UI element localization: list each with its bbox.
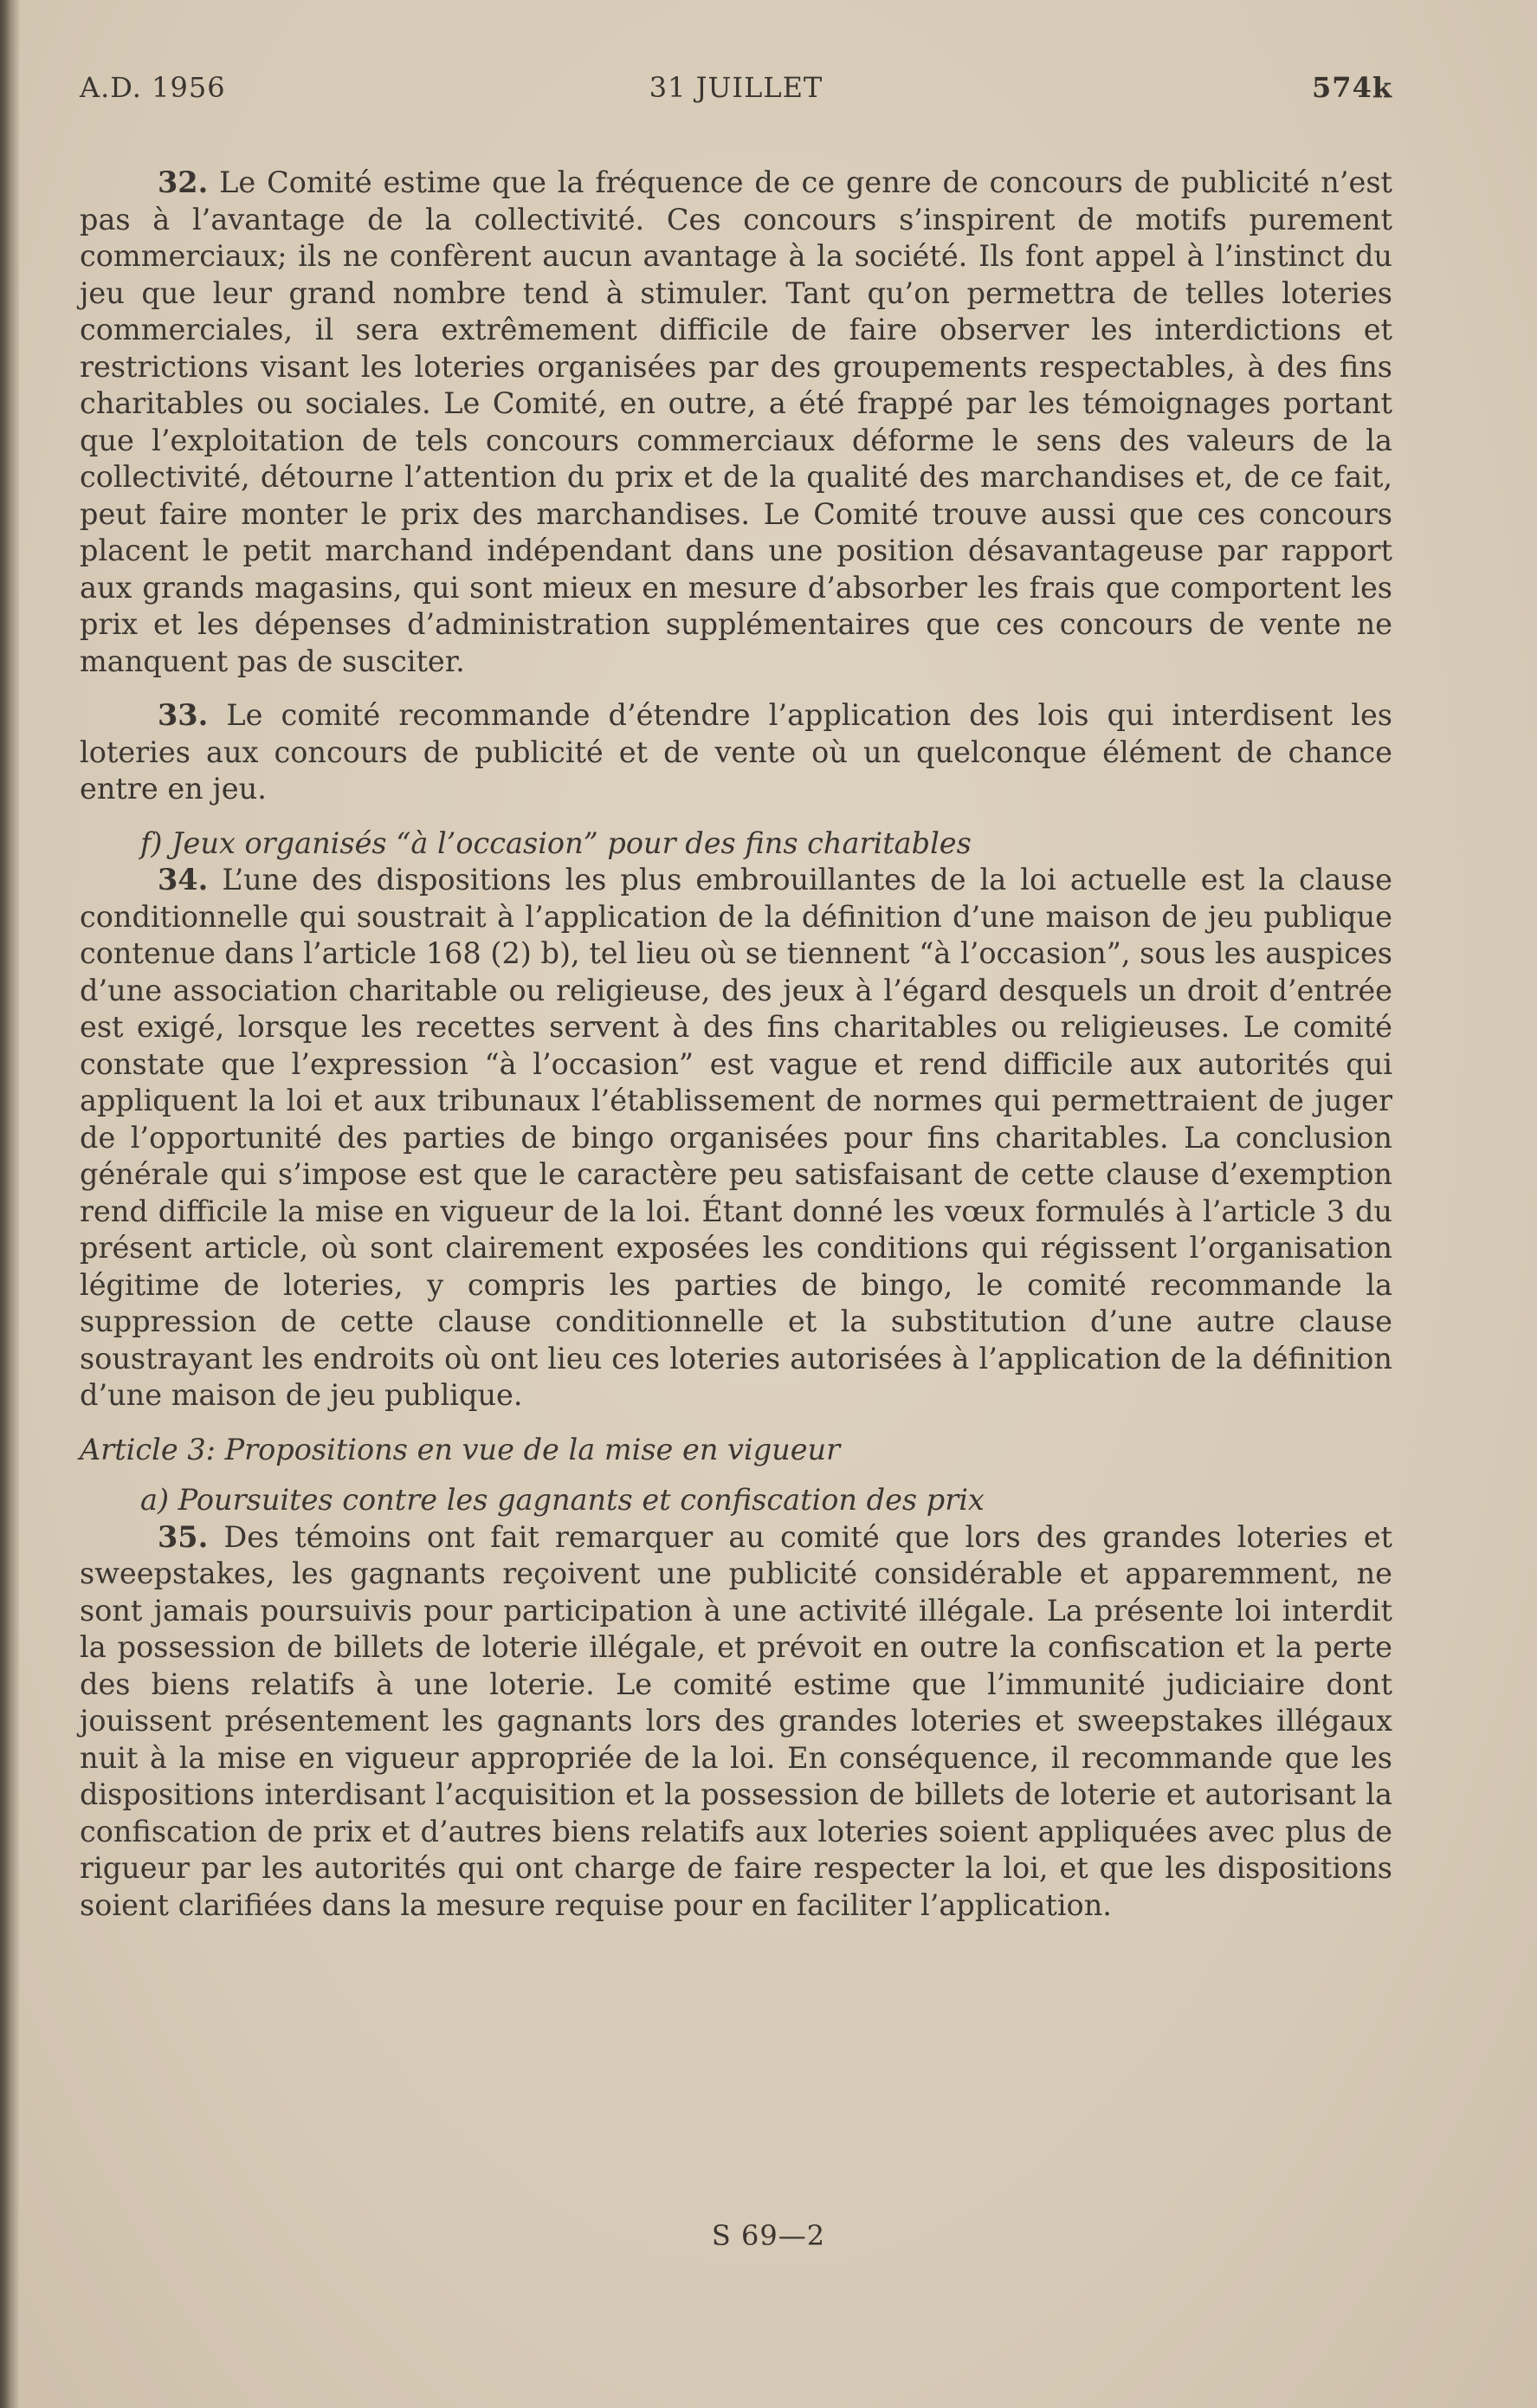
paragraph-number: 34.: [158, 863, 209, 897]
header-date: 31 JUILLET: [649, 71, 823, 104]
subheading-a: a) Poursuites contre les gagnants et confiscation des prix: [140, 1483, 985, 1517]
page-binding-edge: [0, 0, 19, 2408]
paragraph-number: 33.: [158, 698, 209, 732]
document-body: [80, 165, 1392, 1924]
page-header: [80, 71, 1392, 114]
page-footer-signature: S 69—2: [711, 2219, 826, 2252]
header-year: A.D. 1956: [80, 71, 226, 104]
paragraph-number: 32.: [158, 165, 209, 199]
paragraph-number: 35.: [158, 1519, 209, 1554]
header-page-number: 574k: [1312, 71, 1392, 104]
paragraph-32: [80, 165, 1392, 680]
paragraph-34: [80, 862, 1392, 1414]
paragraph-text: L’une des dispositions les plus embrouillantes de la loi actuelle est la clause conditionnelle qui soustrait à l’application de la définition d’une maison de jeu publique contenue dans l’article 168 (2) b), tel lieu où se tiennent “à l’occasion”, sous les auspices d’une association charitable ou religieuse, des jeux à l’égard desquels un droit d’entrée est exigé, lorsque les recettes servent à des fins charitables ou religieuses. Le comité constate que l’expression “à l’occasion” est vague et rend difficile aux autorités qui appliquent la loi et aux tribunaux l’établissement de normes qui permettraient de juger de l’opportunité des parties de bingo organisées pour fins charitables. La conclusion générale qui s’impose est que le caractère peu satisfaisant de cette clause d’exemption rend difficile la mise en vigueur de la loi. Étant donné les vœux formulés à l’article 3 du présent article, où sont clairement exposées les conditions qui régissent l’organisation légitime de loteries, y compris les parties de bingo, le comité recommande la suppression de cette clause conditionnelle et la substitution d’une autre clause soustrayant les endroits où ont lieu ces loteries autorisées à l’application de la définition d’une maison de jeu publique.: [80, 863, 1392, 1412]
paragraph-text: Des témoins ont fait remarquer au comité que lors des grandes loteries et sweepstakes, les gagnants reçoivent une publicité considérable et apparemment, ne sont jamais poursuivis pour participation à une activité illégale. La présente loi interdit la possession de billets de loterie illégale, et prévoit en outre la confiscation et la perte des biens relatifs à une loterie. Le comité estime que l’immunité judiciaire dont jouissent présentement les gagnants lors des grandes loteries et sweepstakes illégaux nuit à la mise en vigueur appropriée de la loi. En conséquence, il recommande que les dispositions interdisant l’acquisition et la possession de billets de loterie et autorisant la confiscation de prix et d’autres biens relatifs aux loteries soient appliquées avec plus de rigueur par les autorités qui ont charge de faire respecter la loi, et que les dispositions soient clarifiées dans la mesure requise pour en faciliter l’application.: [80, 1519, 1392, 1922]
article-3-heading: Article 3: Propositions en vue de la mise en vigueur: [80, 1432, 841, 1466]
subheading-f: f) Jeux organisés “à l’occasion” pour des fins charitables: [140, 825, 972, 860]
paragraph-33: [80, 697, 1392, 808]
paragraph-35: [80, 1519, 1392, 1925]
paragraph-text: Le comité recommande d’étendre l’application des lois qui interdisent les loteries aux concours de publicité et de vente où un quelconque élément de chance entre en jeu.: [80, 698, 1392, 806]
paragraph-text: Le Comité estime que la fréquence de ce genre de concours de publicité n’est pas à l’avantage de la collectivité. Ces concours s’inspirent de motifs purement commerciaux; ils ne confèrent aucun avantage à la société. Ils font appel à l’instinct du jeu que leur grand nombre tend à stimuler. Tant qu’on permettra de telles loteries commerciales, il sera extrêmement difficile de faire observer les interdictions et restrictions visant les loteries organisées par des groupements respectables, à des fins charitables ou sociales. Le Comité, en outre, a été frappé par les témoignages portant que l’exploitation de tels concours commerciaux déforme le sens des valeurs de la collectivité, détourne l’attention du prix et de la qualité des marchandises et, de ce fait, peut faire monter le prix des marchandises. Le Comité trouve aussi que ces concours placent le petit marchand indépendant dans une position désavantageuse par rapport aux grands magasins, qui sont mieux en mesure d’absorber les frais que comportent les prix et les dépenses d’administration supplémentaires que ces concours de vente ne manquent pas de susciter.: [80, 165, 1393, 678]
